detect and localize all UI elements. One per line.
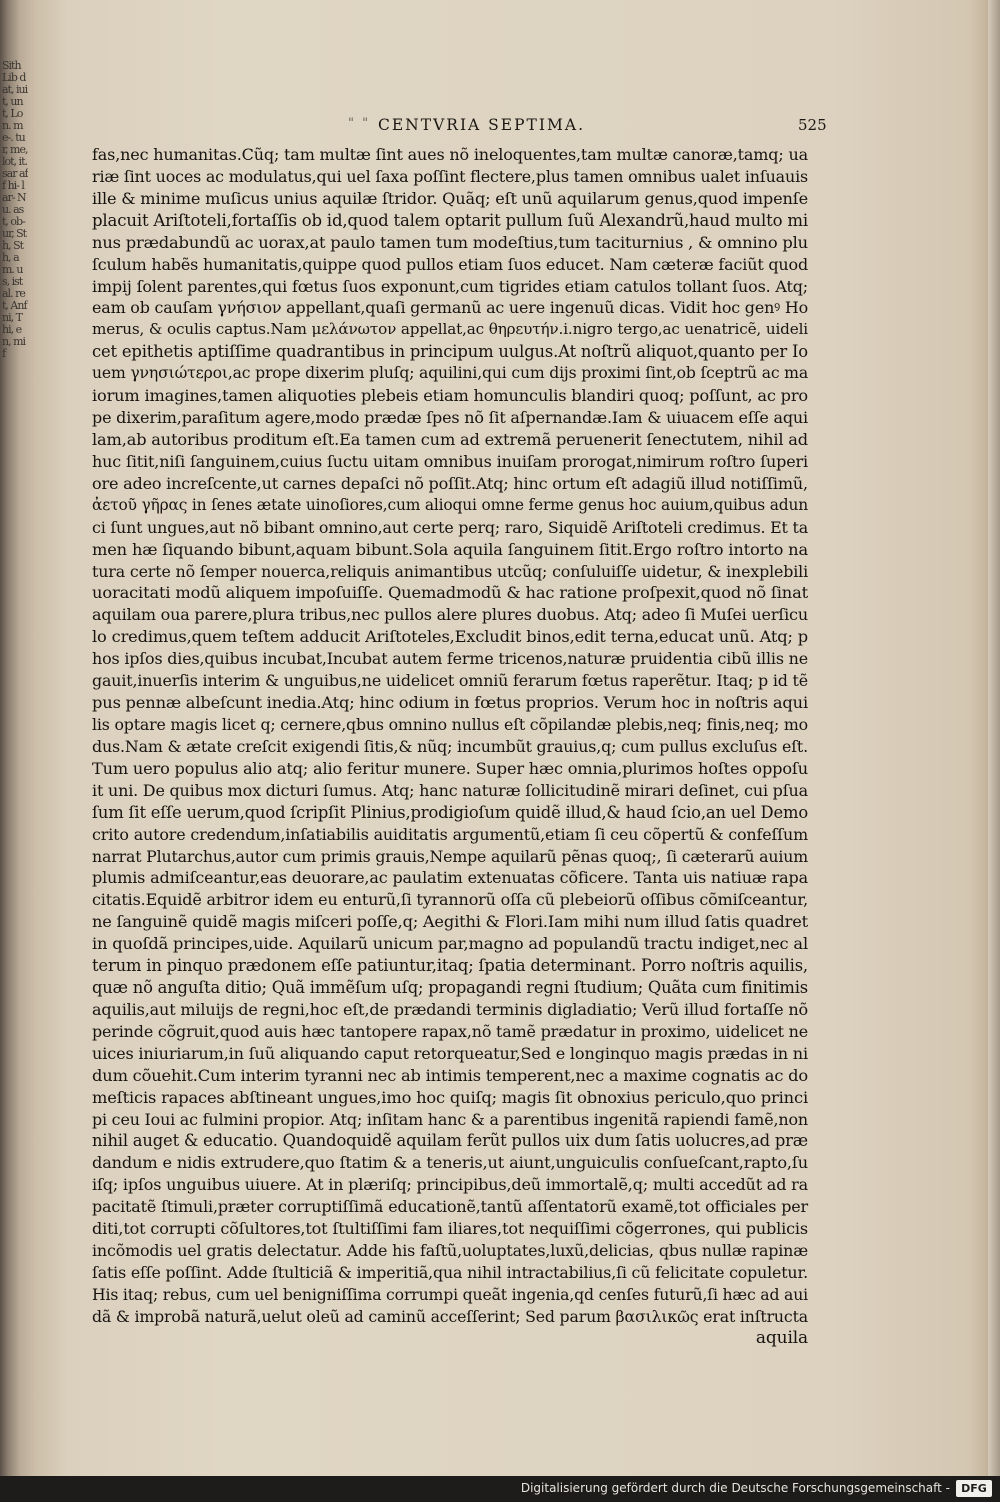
facing-page-fragments: Sith Lib dat, iuit, unt, Lon. me-. tur, me, lot, it. sar aff hi- lar- Nu. ast, ob- ur, Sth, Sth, am. us, ist al. ret, Anf ni, Thi, en, mif [2,60,28,360]
text-line: dus.Nam & ætate creſcit exigendi ſitis,& nũq; incumbũt grauius,q; cum pullus excluſus eſt. [92,736,808,756]
text-line: uem γνησιώτεροι,ac prope dixerim pluſq; aquilini,qui cum dijs proximi ſint,ob ſceptrũ ac ma [92,364,808,383]
text-line: pus pennæ albeſcunt inedia.Atq; hinc odium in fœtus proprios. Verum hoc in noſtris aqui [92,693,808,713]
text-line: lo credimus,quem teſtem adducit Ariſtoteles,Excludit binos,edit terna,educat unũ. Atq; p [92,627,808,647]
text-line: men hæ ſiquando bibunt,aquam bibunt.Sola aquila ſanguinem ſitit.Ergo roſtro intorto na [92,539,808,559]
text-line: aquilam oua parere,plura tribus,nec pullos alere plures duobus. Atq; adeo ſi Muſei uerſicu [92,605,808,625]
text-line: tura certe nõ ſemper nouerca,reliquis animantibus utcũq; conſuluiſſe uidetur, & inexplebili [92,561,808,581]
text-line: cet epithetis aptiſſime quadrantibus in principum uulgus.At noſtrũ aliquot,quanto per Io [92,342,808,362]
text-line: huc ſitit,niſi ſanguinem,cuius ſuctu uitam omnibus inuiſam prorogat,nimirum roſtro ſuperi [92,451,808,471]
text-line: Tum uero populus alio atq; alio feritur munere. Super hæc omnia,plurimos hoſtes oppoſu [92,758,808,778]
running-head [0,116,1000,136]
text-line: uices iniuriarum,in ſuũ aliquando caput retorqueatur,Sed e longinquo magis prædas in ni [92,1043,808,1063]
text-line: nihil auget & educatio. Quandoquidẽ aquilam ferũt pullos uix dum ſatis uolucres,ad præ [92,1131,808,1151]
text-line: aquila [755,1327,808,1348]
text-line: His itaq; rebus, cum uel benigniſſima corrumpi queãt ingenia,qd cenſes futurũ,ſi hæc ad aui [92,1284,808,1304]
text-line: dandum e nidis extrudere,quo ſtatim & a teneris,ut aiunt,unguiculis conſueſcant,rapto,ſu [92,1153,808,1173]
text-line: ſatis eſſe poſſint. Adde ſtulticiã & imperitiã,qua nihil intractabilius,ſi cũ felicitate copuletur. [92,1263,808,1283]
text-line: placuit Ariſtoteli,fortaſſis ob id,quod talem optarit pullum ſuũ Alexandrũ,haud multo mi [92,210,808,230]
text-line: eam ob cauſam γνήσιον appellant,quaſi germanũ ac uere ingenuũ dicas. Vidit hoc genꝰ Ho [92,298,808,318]
footer-bar [0,1476,1000,1502]
text-line: merus, & oculis captus.Nam μελάνωτον appellat,ac θηρευτήν.i.nigro tergo,ac uenatricẽ, uideli [92,320,808,339]
facing-page-edge [0,0,36,1476]
text-line: perinde cõgruit,quod auis hæc tantopere rapax,nõ tamẽ prædatur in proximo, uidelicet ne [92,1021,808,1041]
text-line: impij ſolent parentes,qui fœtus ſuos exponunt,cum tigrides etiam catulos tollant ſuos. Atq; [92,276,808,296]
body-text [92,144,808,1348]
text-line: crito autore credendum,inſatiabilis auiditatis argumentũ,etiam ſi ceu cõpertũ & confeſſum [92,824,808,844]
running-head-mark: " " [348,116,371,131]
text-line: riæ ſint uoces ac modulatus,qui uel ſaxa poſſint flectere,plus tamen omnibus ualet inſuauis [92,166,808,186]
text-line: gauit,inuerſis interim & unguibus,ne uidelicet omniũ ferarum fœtus raperẽtur. Itaq; p id tẽ [92,671,808,691]
text-line: ſculum habẽs humanitatis,quippe quod pullos etiam ſuos educet. Nam cæteræ faciũt quod [92,254,808,274]
text-line: meſticis rapaces abſtineant ungues,imo hoc quiſq; magis ſit obnoxius periculo,quo princi [92,1087,808,1107]
text-line: dum cõuehit.Cum interim tyranni nec ab intimis temperent,nec a maxime cognatis ac do [92,1065,808,1085]
text-line: pe dixerim,paraſitum agere,modo prædæ ſpes nõ ſit aſpernandæ.Iam & uiuacem eſſe aqui [92,408,808,428]
text-line: nus prædabundũ ac uorax,at paulo tamen tum modeſtius,tum taciturnius , & omnino plu [92,232,808,252]
text-line: pi ceu Ioui ac fulmini propior. Atq; inſitam hanc & a parentibus ingenitã rapiendi famẽ,non [92,1109,808,1129]
text-line: lis optare magis licet q; cernere,qbus omnino nullus eſt cõpilandæ plebis,neq; finis,neq; mo [92,714,808,734]
text-line: lam,ab autoribus proditum eſt.Ea tamen cum ad extremã peruenerit ſenectutem, nihil ad [92,429,808,449]
page-edge-shadow [986,0,1000,1476]
text-line: terum in pinquo prædonem eſſe patiuntur,itaq; ſpatia determinant. Porro noſtris aquilis, [92,956,808,976]
text-line: iorum imagines,tamen aliquoties plebeis etiam homunculis blandiri quoq; poſſunt, ac pro [92,386,808,406]
text-line: hos ipſos dies,quibus incubat,Incubat autem ferme tricenos,naturæ pruidentia cibũ illis ne [92,649,808,669]
text-line: iſq; ipſos unguibus uiuere. At in plæriſq; principibus,deũ immortalẽ,q; multi accedũt ad ra [92,1175,808,1195]
text-line: ſum ſit eſſe uerum,quod ſcripſit Plinius,prodigioſum quidẽ illud,& haud ſcio,an uel Demo [92,802,808,822]
text-line: ore adeo increſcente,ut carnes depaſci nõ poſſit.Atq; hinc ortum eſt adagiũ illud notiſſimũ, [92,473,808,493]
text-line: pacitatẽ ſtimuli,præter corruptiſſimã educationẽ,tantũ aſſentatorũ examẽ,tot officiales per [92,1197,808,1217]
text-line: ille & minime muſicus unius aquilæ ſtridor. Quãq; eſt unũ aquilarum genus,quod impenſe [92,188,808,208]
text-line: diti,tot corrupti cõſultores,tot ſtultiſſimi fam iliares,tot nequiſſimi cõgerrones, qui publicis [92,1219,808,1239]
text-line: incõmodis uel gratis delectatur. Adde his faſtũ,uoluptates,luxũ,delicias, qbus nullæ rapinæ [92,1241,808,1261]
text-line: citatis.Equidẽ arbitror idem eu enturũ,ſi tyrannorũ oſſa cũ plebeiorũ oſſibus cõmiſceantur, [92,890,808,910]
text-line: ci ſunt ungues,aut nõ bibant omnino,aut certe perq; raro, Siquidẽ Ariſtoteli credimus. Et ta [92,517,808,537]
text-line: in quoſdã principes,uide. Aquilarũ unicum par,magno ad populandũ tractu indiget,nec al [92,934,808,954]
text-line: ne ſanguinẽ quidẽ magis miſceri poſſe,q; Aegithi & Flori.Iam mihi num illud ſatis quadret [92,912,808,932]
text-line: aquilis,aut miluijs de regni,hoc eſt,de prædandi terminis digladiatio; Verũ illud fortaſſe nõ [92,999,808,1019]
dfg-logo: DFG [956,1480,992,1497]
text-line: quæ nõ anguſta ditio; Quã immẽſum uſq; propagandi regni ſtudium; Quãta cum finitimis [92,978,808,998]
text-line: narrat Plutarchus,autor cum primis grauis,Nempe aquilarũ pẽnas quoq;, ſi cæterarũ auium [92,846,808,866]
running-head-title: CENTVRIA SEPTIMA. [378,116,585,134]
text-line: it uni. De quibus mox dicturi ſumus. Atq; hanc naturæ ſollicitudinẽ mirari deſinet, cui pſua [92,780,808,800]
text-line: plumis admiſceantur,eas deuorare,ac paulatim extenuatas cõficere. Tanta uis natiuæ rapa [92,868,808,888]
text-line: ἀετοῦ γῆρας in ſenes ætate uinoſiores,cum alioqui omne ferme genus hoc auium,quibus adun [92,495,808,514]
page-number: 525 [798,116,827,134]
text-line: uoracitati modũ aliquem impoſuiſſe. Quemadmodũ & hac ratione proſpexit,quod nõ ſinat [92,583,808,603]
text-line: fas,nec humanitas.Cũq; tam multæ ſint aues nõ ineloquentes,tam multæ canoræ,tamq; ua [92,145,808,164]
funding-credit: Digitalisierung gefördert durch die Deutsche Forschungsgemeinschaft - [520,1481,950,1495]
text-line: dã & improbã naturã,uelut oleũ ad caminũ acceſſerint; Sed parum βασιλικῶς erat inſtructa [92,1306,808,1326]
